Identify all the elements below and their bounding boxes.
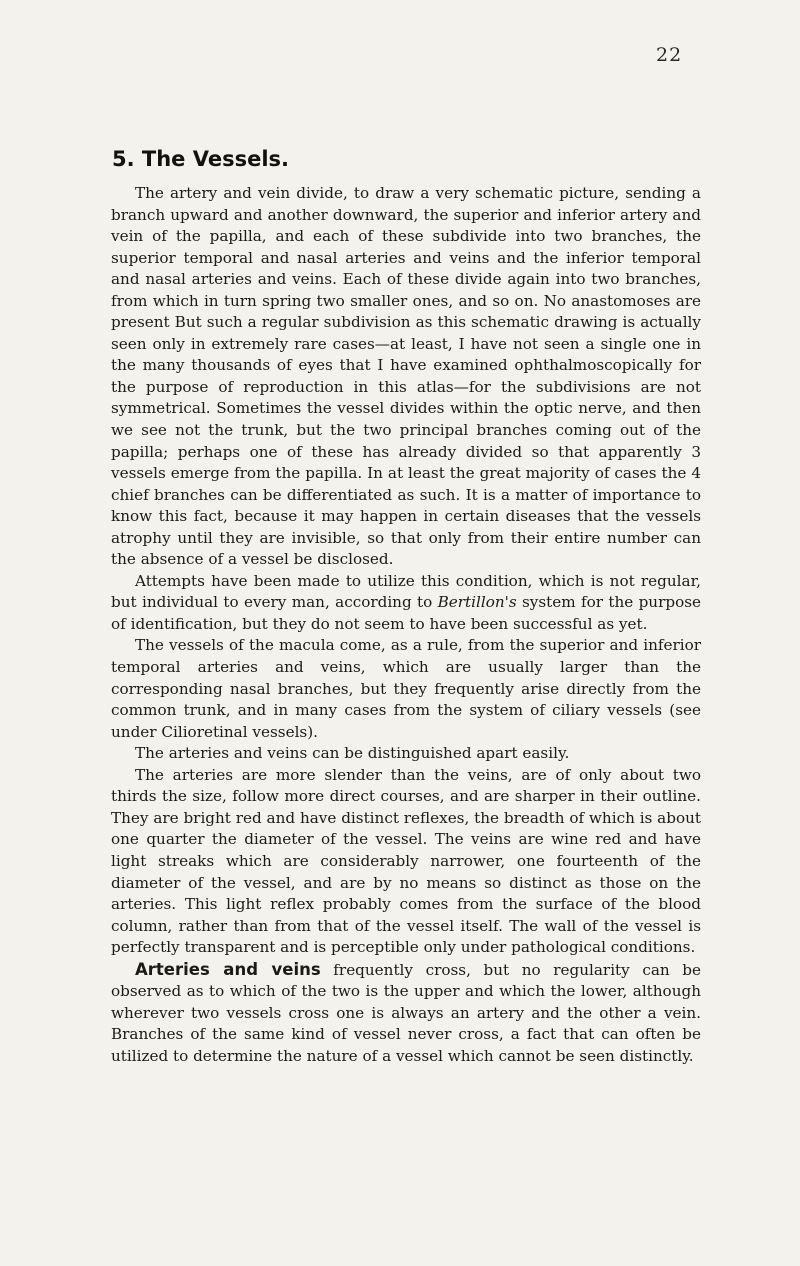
bertillon-name: Bertillon's [437,593,517,612]
paragraph-distinction: The arteries and veins can be distinguished apart easily. [135,744,570,763]
paragraph-identification-attempts [111,571,701,636]
crossing-text: frequently cross, but no regularity can be observed as to which of the two is the upper and which the lower, although wherever two vessels cross one is always an artery and the other a vein. Branches of the same kind of vessel never cross, a fact that can often be utilized to determine the nature of a vessel which cannot be seen distinctly. [111,960,701,1065]
paragraph-macula-vessels: The vessels of the macula come, as a rule, from the superior and inferior temporal arteries and veins, which are usually larger than the corresponding nasal branches, but they frequently arise directly from the common trunk, and in many cases from the system of ciliary vessels (see under Cilioretinal vessels). [111,636,701,741]
paragraph-artery-vein-features: The arteries are more slender than the veins, are of only about two thirds the size, follow more direct courses, and are sharper in their outline. They are bright red and have distinct reflexes, the breadth of which is about one quarter the diameter of the vessel. The veins are wine red and have light streaks which are considerably narrower, one fourteenth of the diameter of the vessel, and are by no means so distinct as those on the arteries. This light reflex probably comes from the surface of the blood column, rather than from that of the vessel itself. The wall of the vessel is perfectly transparent and is perceptible only under pathological conditions. [111,765,701,957]
paragraph-vessel-division: The artery and vein divide, to draw a very schematic picture, sending a branch upward and another downward, the superior and inferior artery and vein of the papilla, and each of these subdivide into two branches, the superior temporal and nasal arteries and veins and the inferior temporal and nasal arteries and veins. Each of these divide again into two branches, from which in turn spring two smaller ones, and so on. No anastomoses are present But such a regular subdivision as this schematic drawing is actually seen only in extremely rare cases—at least, I have not seen a single one in the many thousands of eyes that I have examined ophthalmoscopically for the purpose of reproduction in this atlas—for the subdivisions are not symmetrical. Sometimes the vessel divides within the optic nerve, and then we see not the trunk, but the two principal branches coming out of the papilla; perhaps one of these has already divided so that apparently 3 vessels emerge from the papilla. In at least the great majority of cases the 4 chief branches can be differentiated as such. It is a matter of importance to know this fact, because it may happen in certain diseases that the vessels atrophy until they are invisible, so that only from their entire number can the absence of a vessel be disclosed. [111,184,701,569]
body-text [111,183,701,1067]
page-number: 22 [656,44,683,66]
section-heading: 5. The Vessels. [112,147,289,171]
attempts-text-end: system for the purpose of identification, but they do not seem to have been successful as yet. [111,593,701,633]
crossing-lead: Arteries and veins [135,959,321,979]
attempts-text-start: Attempts have been made to utilize this condition, which is not regular, but individual to every man, according to [111,571,701,612]
paragraph-crossings [111,959,701,1068]
